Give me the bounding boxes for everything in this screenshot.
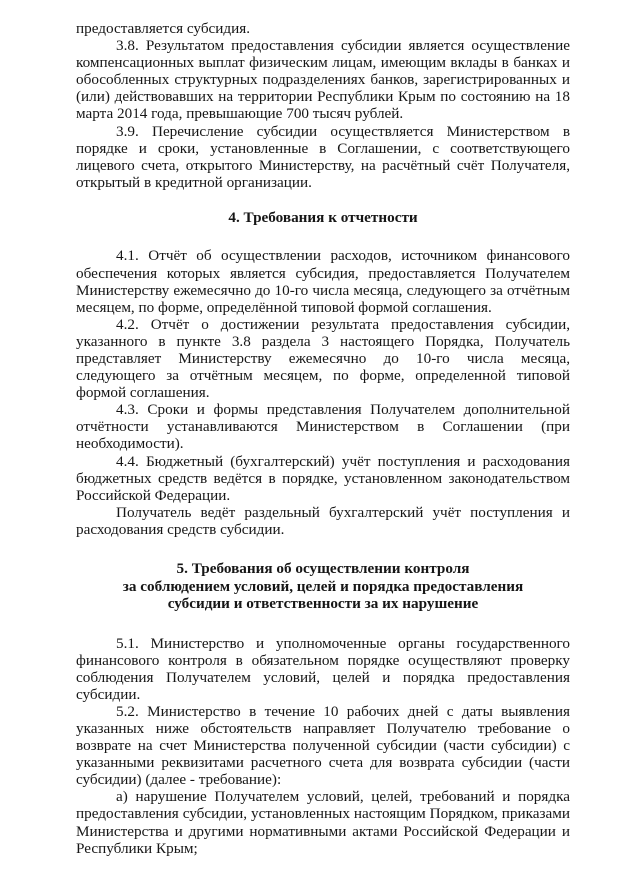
spacer	[76, 226, 570, 247]
paragraph-4-1: 4.1. Отчёт об осуществлении расходов, источником финансового обеспечения которых является субсидия, предоставляется Получателем Министерству ежемесячно до 10-го числа месяца, следующего за отчётным месяцем, по форме, определённой типовой формой соглашения.	[76, 247, 570, 316]
spacer	[76, 613, 570, 635]
paragraph-5-1: 5.1. Министерство и уполномоченные органы государственного финансового контроля в обязательном порядке осуществляют проверку соблюдения Получателем условий, целей и порядка предоставления субсидии.	[76, 634, 570, 703]
paragraph-5-2-a: а) нарушение Получателем условий, целей, требований и порядка предоставления субсидии, установленных настоящим Порядком, приказами Министерства и другими нормативными актами Российской Федерации и Республики Крым;	[76, 788, 570, 857]
spacer	[76, 191, 570, 209]
paragraph-3-7-tail: предоставляется субсидия.	[76, 20, 251, 37]
document-page	[76, 20, 570, 857]
paragraph-4-2: 4.2. Отчёт о достижении результата предоставления субсидии, указанного в пункте 3.8 раздела 3 настоящего Порядка, Получатель представляет Министерству ежемесячно до 10-го числа месяца, следующего за отчётным месяцем, по форме, определенной типовой формой соглашения.	[76, 315, 570, 402]
paragraph-4-5: Получатель ведёт раздельный бухгалтерский учёт поступления и расходования средств субсидии.	[76, 503, 570, 538]
paragraph-5-2: 5.2. Министерство в течение 10 рабочих дней с даты выявления указанных ниже обстоятельств направляет Получателю требование о возврате на счет Министерства полученной субсидии (части субсидии) с указанными реквизитами расчетного счета для возврата субсидии (части субсидии) (далее - требование):	[76, 702, 570, 789]
section-4-heading: 4. Требования к отчетности	[228, 208, 418, 226]
section-5-heading-line-3: субсидии и ответственности за их нарушение	[167, 595, 479, 613]
paragraph-3-9: 3.9. Перечисление субсидии осуществляется Министерством в порядке и сроки, установленные в Соглашении, с соответствующего лицевого счета, открытого Министерству, на расчётный счёт Получателя, открытый в кредитной организации.	[76, 122, 570, 191]
section-5-heading-line-2: за соблюдением условий, целей и порядка предоставления	[122, 577, 524, 595]
paragraph-4-3: 4.3. Сроки и формы представления Получателем дополнительной отчётности устанавливаются Министерством в Соглашении (при необходимости).	[76, 401, 570, 453]
section-5-heading-line-1: 5. Требования об осуществлении контроля	[176, 560, 470, 578]
spacer	[76, 538, 570, 560]
paragraph-4-4: 4.4. Бюджетный (бухгалтерский) учёт поступления и расходования бюджетных средств ведётся в порядке, установленном законодательством Российской Федерации.	[76, 452, 570, 504]
paragraph-3-8: 3.8. Результатом предоставления субсидии является осуществление компенсационных выплат физическим лицам, имеющим вклады в банках и обособленных структурных подразделениях банков, зарегистрированных и (или) действовавших на территории Республики Крым по состоянию на 18 марта 2014 года, превышающие 700 тысяч рублей.	[76, 37, 570, 123]
